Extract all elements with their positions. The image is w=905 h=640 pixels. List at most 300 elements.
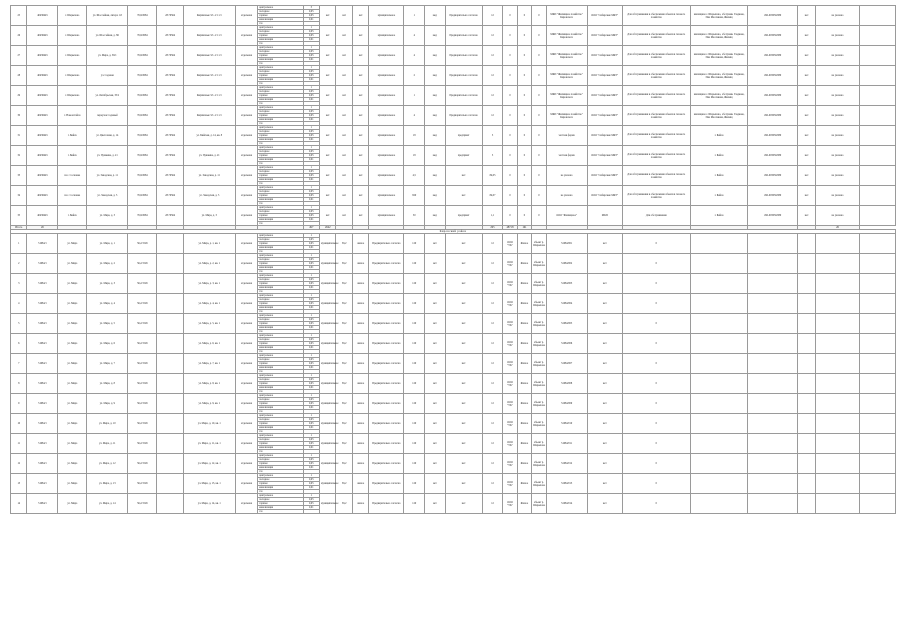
cell-ooo: ООО "Сибирские МКУ" (587, 186, 622, 206)
utility-label: газ (258, 410, 303, 414)
cell-kind: муниципальное (369, 186, 404, 206)
cell-unit: 56,2 (336, 434, 352, 454)
cell-wall: Кирпичные 3/1-1/1 1/1 (184, 106, 236, 126)
utility-value: 0,01 (303, 266, 319, 270)
utility-label: горячее (258, 174, 303, 178)
cell-z: нет (797, 146, 816, 166)
utility-label: канализация (258, 178, 303, 182)
cell-w: не указано (816, 186, 859, 206)
utility-value: 1 (303, 234, 319, 238)
cell-ooo: ООО "Сибирские МКУ" (587, 66, 622, 86)
cell-wall: ул. Мира, д. 1, кв. 1 (184, 234, 236, 254)
cell-z: нет (587, 354, 622, 374)
cell-contact: объект р. Шарыпово (532, 414, 546, 434)
utility-label: газ (258, 142, 303, 146)
utility-value: 0,05 (303, 262, 319, 266)
cell-street: ул. Мира, д. 9 (87, 394, 128, 414)
cell-org: ООО "УК" (503, 494, 517, 514)
utility-label: холодное (258, 278, 303, 282)
cell-b: 0 (517, 66, 531, 86)
cell-c: 0 (532, 206, 546, 226)
cell-type: мед (425, 6, 446, 26)
empty-cell (690, 414, 748, 434)
cell-doc: предприят (445, 126, 482, 146)
utility-value: 0,05 (303, 214, 319, 218)
empty-cell (748, 434, 797, 454)
cell-area: 56,2/1526 (128, 354, 157, 374)
empty-cell (859, 334, 895, 354)
cell-cat: отдельная (235, 86, 258, 106)
cell-num: 84,05 (482, 166, 503, 186)
cell-b: нет (445, 474, 482, 494)
utility-label: газ (258, 310, 303, 314)
utility-value: 1 (303, 454, 319, 458)
empty-cell (690, 254, 748, 274)
cell-doc: нет (445, 166, 482, 186)
utility-label: горячее (258, 322, 303, 326)
empty-cell (859, 186, 895, 206)
empty-cell (859, 374, 895, 394)
utility-label: горячее (258, 242, 303, 246)
cell-cad: 51684/001 (546, 234, 587, 254)
cell-org: ООО "УК" (503, 254, 517, 274)
cell-n: 34 (11, 186, 27, 206)
section-title: Кировский район (11, 230, 896, 234)
utility-label: центральное (258, 414, 303, 418)
cell-kind: муниципальное (320, 454, 336, 474)
utility-value: 1 (303, 166, 319, 170)
cell-year (157, 294, 184, 314)
cell-code: 51684/1 (27, 314, 58, 334)
empty-cell (859, 434, 895, 454)
cell-place: г. Бийск (58, 126, 87, 146)
cell-yes1: нет (320, 206, 336, 226)
cell-cat: отдельная (235, 6, 258, 26)
cell-org: ООО "УК" (503, 314, 517, 334)
cell-a: нет (425, 494, 446, 514)
cell-descr: Для обслуживания и обеспечения объектов газового хозяйства (622, 6, 690, 26)
cell-code: 51684/1 (27, 254, 58, 274)
cell-num: 120 (404, 234, 425, 254)
cell-num: 5 (482, 126, 503, 146)
cell-c: 12 (482, 374, 503, 394)
cell-cat: отдельная (235, 146, 258, 166)
summary-total: 161 (517, 226, 531, 230)
cell-cat: отдельная (235, 474, 258, 494)
cell-unit: 4 (404, 46, 425, 66)
cell-ooo: ООО "Сибирские МКУ" (587, 146, 622, 166)
cell-a: 0 (503, 166, 517, 186)
empty-cell (690, 294, 748, 314)
utility-label: горячее (258, 302, 303, 306)
cell-code: 40438445 (27, 146, 58, 166)
utility-label: газ (258, 202, 303, 206)
empty-cell (859, 86, 895, 106)
utility-value: 1 (303, 46, 319, 50)
utility-value: 1 (303, 474, 319, 478)
utility-label: газ (258, 510, 303, 514)
cell-year: 28.70564 (157, 106, 184, 126)
cell-wall: ул. Мира, д. 12, кв. 1 (184, 454, 236, 474)
cell-b: 0 (517, 206, 531, 226)
cell-doc: Предварительно согласно (369, 454, 404, 474)
empty-cell (690, 274, 748, 294)
cell-type: мед (425, 66, 446, 86)
cell-year (157, 254, 184, 274)
cell-org: МКП "Жилищное хозяйство" Кировского (546, 26, 587, 46)
utility-label: горячее (258, 442, 303, 446)
cell-yes3: нет (352, 206, 368, 226)
cell-org: МКП "Жилищное хозяйство" Кировского (546, 86, 587, 106)
cell-descr: Жилое (517, 234, 531, 254)
empty-cell (859, 126, 895, 146)
cell-wall: ул. Мира, д. 9, кв. 1 (184, 394, 236, 414)
utility-value: 0,05 (303, 130, 319, 134)
cell-descr: Жилое (517, 254, 531, 274)
utility-label: центральное (258, 206, 303, 210)
cell-area: 76,8/2684 (128, 146, 157, 166)
cell-code: 51684/1 (27, 394, 58, 414)
cell-n: 14 (11, 494, 27, 514)
cell-yes2: нет (336, 186, 352, 206)
cell-n: 35 (11, 206, 27, 226)
cell-type: жилое (352, 274, 368, 294)
utility-label: горячее (258, 362, 303, 366)
cell-unit: 56,2 (336, 374, 352, 394)
cell-street: ул. Мира, д. 4 (87, 294, 128, 314)
cell-cad: 51684/002 (546, 254, 587, 274)
cell-contact: г. Бийск (690, 166, 748, 186)
cell-unit: 56,2 (336, 474, 352, 494)
empty-cell (690, 314, 748, 334)
cell-contact: жилищная с. Шарыпово, обслужив. Гладкова, Пан Массивная, Жилищ (690, 66, 748, 86)
empty-cell (859, 106, 895, 126)
cell-code: 40438445 (27, 126, 58, 146)
utility-label: холодное (258, 458, 303, 462)
utility-label: холодное (258, 338, 303, 342)
cell-wall: ул. Бийская, д. 14, кв. 8 (184, 126, 236, 146)
cell-yes3: нет (352, 146, 368, 166)
cell-doc: Предварительно согласно (369, 374, 404, 394)
cell-year: 28.70564 (157, 26, 184, 46)
cell-year (157, 474, 184, 494)
empty-cell (690, 434, 748, 454)
cell-c: 12 (482, 274, 503, 294)
utility-value: 1 (303, 66, 319, 70)
cell-unit: 1 (404, 86, 425, 106)
utility-value: 0,05 (303, 134, 319, 138)
utility-label: горячее (258, 114, 303, 118)
cell-descr: Жилое (517, 354, 531, 374)
cell-wall: ул. Мира, д. 14, кв. 1 (184, 494, 236, 514)
cell-z: нет (797, 66, 816, 86)
table-row (11, 294, 896, 298)
cell-area: 76,8/2684 (128, 206, 157, 226)
cell-cad: 456-003056/080 (748, 146, 797, 166)
utility-value: 0,05 (303, 402, 319, 406)
utility-label: канализация (258, 306, 303, 310)
cell-b: нет (445, 234, 482, 254)
cell-street: ул. Шоссейная, литера 1.8 (87, 6, 128, 26)
utility-value: 0,05 (303, 30, 319, 34)
cell-c: 12 (482, 434, 503, 454)
utility-label: холодное (258, 258, 303, 262)
utility-label: центральное (258, 434, 303, 438)
utility-label: канализация (258, 346, 303, 350)
cell-area: 56,2/1526 (128, 334, 157, 354)
cell-cat: отдельная (235, 186, 258, 206)
cell-code: 40438445 (27, 66, 58, 86)
cell-code: 40438445 (27, 46, 58, 66)
cell-place: ул. Мира (58, 314, 87, 334)
cell-yes3: нет (352, 186, 368, 206)
utility-label: холодное (258, 478, 303, 482)
utility-value: 0,01 (303, 158, 319, 162)
cell-cad: 456-003056/080 (748, 66, 797, 86)
cell-c: 0 (532, 66, 546, 86)
cell-n: 3 (11, 274, 27, 294)
cell-kind: муниципальное (320, 274, 336, 294)
utility-label: центральное (258, 166, 303, 170)
utility-label: горячее (258, 382, 303, 386)
cell-descr: Для обслуживания и обеспечения объектов газового хозяйства (622, 66, 690, 86)
cell-code: 40438445 (27, 6, 58, 26)
cell-w: 0 (622, 314, 690, 334)
cell-ooo: МКП (587, 206, 622, 226)
cell-unit: 18 (404, 126, 425, 146)
cell-z: нет (797, 86, 816, 106)
cell-cat: отдельная (235, 294, 258, 314)
utility-value: 0,05 (303, 318, 319, 322)
utility-label: канализация (258, 426, 303, 430)
cell-n: 11 (11, 434, 27, 454)
cell-a: 0 (503, 106, 517, 126)
cell-contact: объект р. Шарыпово (532, 374, 546, 394)
cell-type: мед (425, 146, 446, 166)
empty-cell (797, 474, 816, 494)
cell-descr: Жилое (517, 294, 531, 314)
utility-label: холодное (258, 318, 303, 322)
table-row (11, 474, 896, 478)
cell-year: 28.70564 (157, 6, 184, 26)
cell-a: нет (425, 374, 446, 394)
utility-label: канализация (258, 78, 303, 82)
cell-z: нет (587, 454, 622, 474)
empty-cell (859, 46, 895, 66)
cell-unit: 4,5 (404, 166, 425, 186)
empty-cell (816, 334, 859, 354)
cell-street: переулок Садовый (87, 106, 128, 126)
empty-cell (859, 254, 895, 274)
utility-label: газ (258, 490, 303, 494)
cell-cad: 51684/009 (546, 394, 587, 414)
cell-cat: отдельная (235, 166, 258, 186)
utility-label: канализация (258, 506, 303, 510)
cell-kind: муниципальное (369, 86, 404, 106)
empty-cell (748, 314, 797, 334)
cell-cat: отдельная (235, 454, 258, 474)
utility-label: горячее (258, 14, 303, 18)
utility-value: 0,05 (303, 498, 319, 502)
cell-descr: Жилое (517, 474, 531, 494)
cell-place: г. Шарыпово (58, 86, 87, 106)
table-row (11, 414, 896, 418)
cell-num: 12 (482, 66, 503, 86)
cell-type: мед (425, 186, 446, 206)
cell-type: жилое (352, 414, 368, 434)
utility-label: центральное (258, 186, 303, 190)
cell-a: 0 (503, 6, 517, 26)
cell-z: нет (797, 6, 816, 26)
utility-label: канализация (258, 386, 303, 390)
cell-yes1: нет (320, 46, 336, 66)
cell-place: ул. Мира (58, 374, 87, 394)
cell-code: 40438445 (27, 206, 58, 226)
empty-cell (690, 494, 748, 514)
cell-code: 51684/1 (27, 354, 58, 374)
cell-unit: 56,2 (336, 414, 352, 434)
cell-z: нет (587, 414, 622, 434)
cell-place: г. Новоалтайск (58, 106, 87, 126)
empty-cell (859, 394, 895, 414)
cell-z: нет (587, 294, 622, 314)
utility-value: 0,01 (303, 98, 319, 102)
cell-street: ул. Мира, д. 11 (87, 434, 128, 454)
cell-z: нет (587, 234, 622, 254)
utility-label: горячее (258, 134, 303, 138)
empty-cell (859, 66, 895, 86)
cell-area: 76,8/2684 (128, 26, 157, 46)
utility-value: 0,05 (303, 298, 319, 302)
utility-label: горячее (258, 262, 303, 266)
table-row (11, 394, 896, 398)
cell-b: 0 (517, 26, 531, 46)
table-row (11, 494, 896, 498)
cell-place: ул. Мира (58, 294, 87, 314)
cell-b: нет (445, 354, 482, 374)
cell-w: 0 (622, 394, 690, 414)
cell-doc: Предварительно согласно (369, 254, 404, 274)
utility-value: 0,05 (303, 70, 319, 74)
table-row (11, 86, 896, 90)
empty-cell (748, 254, 797, 274)
cell-descr: Для обслуживания и обеспечения объектов газового хозяйства (622, 186, 690, 206)
cell-place: пос. Сосновка (58, 166, 87, 186)
utility-label: газ (258, 222, 303, 226)
cell-street: ул. Мира, д. 7 (87, 354, 128, 374)
cell-contact: г. Бийск (690, 126, 748, 146)
utility-label: центральное (258, 494, 303, 498)
table-row (11, 454, 896, 458)
utility-label: газ (258, 182, 303, 186)
table-row (11, 434, 896, 438)
cell-kind: муниципальное (369, 206, 404, 226)
cell-year (157, 354, 184, 374)
empty-cell (797, 354, 816, 374)
empty-cell (859, 474, 895, 494)
cell-street: ул. Мира, д. 10 (87, 414, 128, 434)
cell-area: 76,8/2684 (128, 86, 157, 106)
utility-label: канализация (258, 286, 303, 290)
summary-total: 48718 (503, 226, 517, 230)
cell-place: г. Шарыпово (58, 26, 87, 46)
cell-n: 6 (11, 334, 27, 354)
cell-num: 12 (482, 6, 503, 26)
cell-w: не указано (816, 46, 859, 66)
cell-b: нет (445, 294, 482, 314)
cell-b: 0 (517, 46, 531, 66)
cell-num: 120 (404, 454, 425, 474)
cell-descr: Для обслуживания и обеспечения объектов газового хозяйства (622, 26, 690, 46)
utility-label: холодное (258, 498, 303, 502)
empty-cell (859, 6, 895, 26)
cell-street: ул. Шоссейная, д. 3Б (87, 26, 128, 46)
cell-contact: объект р. Шарыпово (532, 314, 546, 334)
cell-org: ООО "УК" (503, 234, 517, 254)
utility-label: центральное (258, 26, 303, 30)
cell-year (157, 414, 184, 434)
utility-value: 0,05 (303, 478, 319, 482)
summary-total: 2642 (320, 226, 336, 230)
cell-code: 40438445 (27, 86, 58, 106)
cell-area: 56,2/1526 (128, 234, 157, 254)
utility-label: центральное (258, 314, 303, 318)
empty-cell (859, 234, 895, 254)
cell-c: 12 (482, 354, 503, 374)
empty-cell (797, 394, 816, 414)
cell-type: мед (425, 46, 446, 66)
cell-z: нет (587, 394, 622, 414)
utility-value: 1 (303, 206, 319, 210)
cell-unit: 56,2 (336, 274, 352, 294)
cell-unit: 56,2 (336, 254, 352, 274)
empty-cell (748, 294, 797, 314)
cell-z: нет (797, 46, 816, 66)
cell-n: 33 (11, 166, 27, 186)
utility-value: 0,05 (303, 110, 319, 114)
table-row (11, 26, 896, 30)
cell-kind: муниципальное (320, 334, 336, 354)
cell-c: 12 (482, 254, 503, 274)
cell-type: жилое (352, 314, 368, 334)
cell-z: нет (587, 474, 622, 494)
cell-ooo: ООО "Сибирские МКУ" (587, 6, 622, 26)
empty-cell (748, 274, 797, 294)
cell-code: 51684/1 (27, 334, 58, 354)
cell-b: 0 (517, 146, 531, 166)
cell-place: ул. Мира (58, 234, 87, 254)
utility-label: газ (258, 330, 303, 334)
summary-total: 26 (816, 226, 859, 230)
cell-descr: Для обслуживания и обеспечения объектов газового хозяйства (622, 126, 690, 146)
cell-org: ООО "УК" (503, 434, 517, 454)
cell-num: 120 (404, 494, 425, 514)
cell-year (157, 454, 184, 474)
cell-w: 0 (622, 274, 690, 294)
utility-label: центральное (258, 234, 303, 238)
cell-w: 0 (622, 294, 690, 314)
cell-num: 120 (404, 434, 425, 454)
cell-cat: отдельная (235, 26, 258, 46)
utility-value: 0,01 (303, 246, 319, 250)
cell-w: 0 (622, 334, 690, 354)
utility-label: канализация (258, 366, 303, 370)
cell-kind: муниципальное (320, 374, 336, 394)
utility-label: канализация (258, 118, 303, 122)
cell-yes3: нет (352, 66, 368, 86)
cell-street: ул. Заводская, д. 5 (87, 186, 128, 206)
table-row (11, 206, 896, 210)
